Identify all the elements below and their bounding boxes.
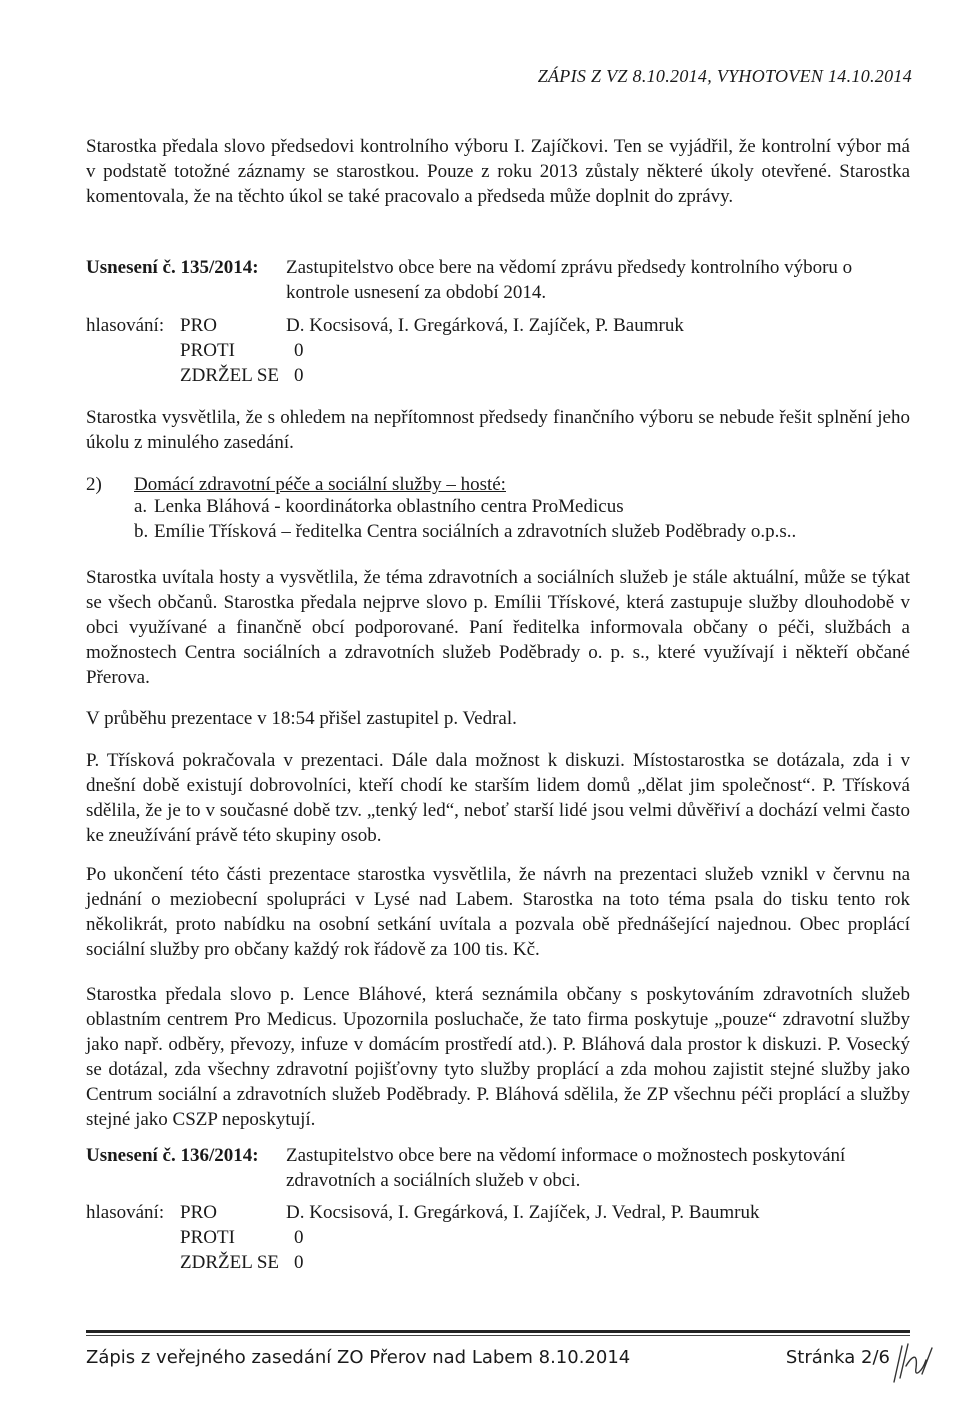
- vote-label: hlasování:: [86, 315, 165, 336]
- paragraph-service-proposal: Po ukončení této části prezentace starostka vysvětlila, že návrh na prezentaci služeb vznikl v červnu na jednání o meziobecní spolupráci v Lysé nad Labem. Starostka na toto téma psala do tisku tento rok několikrát, proto nabídku na osobní setkání uvítala a pozvala obě přednášející najednou. Obec proplácí sociální služby pro občany každý rok řádově za 100 tis. Kč.: [86, 864, 910, 960]
- footer-title: Zápis z veřejného zasedání ZO Přerov nad Labem 8.10.2014: [86, 1347, 631, 1368]
- section-number: 2): [86, 474, 102, 495]
- initials-signature: [888, 1338, 940, 1388]
- paragraph-control-committee: Starostka předala slovo předsedovi kontrolního výboru I. Zajíčkovi. Ten se vyjádřil, že kontrolní výbor má v podstatě totožné záznamy se starostkou. Pouze z roku 2013 zůstaly některé úkoly otevřené. Starostka komentovala, že na těchto úkol se také pracovalo a předseda může doplnit do zprávy.: [86, 136, 910, 207]
- footer-rule-thick: [86, 1330, 910, 1333]
- guest-item-marker: a.: [134, 496, 148, 517]
- resolution-label: Usnesení č. 136/2014:: [86, 1145, 259, 1166]
- vote-label: hlasování:: [86, 1202, 165, 1223]
- vote-pro-value: D. Kocsisová, I. Gregárková, I. Zajíček, J. Vedral, P. Baumruk: [286, 1202, 760, 1223]
- vote-zdrzel-value: 0: [294, 365, 304, 386]
- vote-pro-value: D. Kocsisová, I. Gregárková, I. Zajíček, P. Baumruk: [286, 315, 684, 336]
- section-title: Domácí zdravotní péče a sociální služby – hosté:: [134, 474, 506, 495]
- paragraph-volunteers: P. Třísková pokračovala v prezentaci. Dále dala možnost k diskuzi. Místostarostka se dotázala, zda i v dnešní době existují dobrovolníci, kteří chodí ke starším lidem domů „dělat jim společnost“. P. Třísková sdělila, že je to v současné době tzv. „tenký led“, neboť starší lidé jsou velmi důvěřiví a dochází velmi často ke zneužívání právě této skupiny osob.: [86, 750, 910, 846]
- page-number: Stránka 2/6: [785, 1347, 890, 1368]
- vote-zdrzel-label: ZDRŽEL SE: [180, 365, 280, 386]
- vote-zdrzel-label: ZDRŽEL SE: [180, 1252, 280, 1273]
- paragraph-promedicus: Starostka předala slovo p. Lence Bláhové, která seznámila občany s poskytováním zdravotních služeb oblastním centrem Pro Medicus. Upozornila posluchače, že tato firma poskytuje „pouze“ zdravotní služby jako např. odběry, převozy, infuze v domácím prostředí atd.). P. Bláhová dala prostor k diskuzi. P. Vosecký se dotázal, zda všechny zdravotní pojišťovny tyto služby proplácí a zda mohou zajistit stejné služby jako Centrum sociální a zdravotních služeb Poděbrady. P. Bláhová sdělila, že ZP všechnu péči proplácí a služby stejné jako CSZP neposkytují.: [86, 984, 910, 1130]
- resolution-text: Zastupitelstvo obce bere na vědomí informace o možnostech poskytování zdravotních a sociálních služeb v obci.: [286, 1145, 846, 1191]
- paragraph-welcome-guests: Starostka uvítala hosty a vysvětlila, že téma zdravotních a sociálních služeb je stále aktuální, může se týkat se všech občanů. Starostka předala nejprve slovo p. Emílii Třískové, která zastupuje služby dlouhodobě v obci využívané a finančně obcí podporované. Paní ředitelka informovala občany o péči, službách a možnostech Centra sociálních a zdravotních služeb Poděbrady o. p. s., které využívají i někteří občané Přerova.: [86, 567, 910, 688]
- paragraph-vedral-arrival: V průběhu prezentace v 18:54 přišel zastupitel p. Vedral.: [86, 708, 517, 729]
- vote-pro-label: PRO: [180, 1202, 217, 1223]
- guest-item-marker: b.: [134, 521, 149, 542]
- vote-pro-label: PRO: [180, 315, 217, 336]
- guest-item-b: [134, 519, 796, 544]
- guest-item-text: Lenka Bláhová - koordinátorka oblastního centra ProMedicus: [154, 496, 624, 517]
- resolution-label: Usnesení č. 135/2014:: [86, 257, 259, 278]
- paragraph-finance-committee: Starostka vysvětlila, že s ohledem na nepřítomnost předsedy finančního výboru se nebude řešit splnění jeho úkolu z minulého zasedání.: [86, 407, 910, 453]
- vote-zdrzel-value: 0: [294, 1252, 304, 1273]
- guest-item-text: Emílie Třísková – ředitelka Centra sociálních a zdravotních služeb Poděbrady o.p.s..: [154, 521, 797, 542]
- vote-proti-value: 0: [294, 1227, 304, 1248]
- guest-item-a: [134, 494, 624, 519]
- footer-rule-thin: [86, 1335, 910, 1336]
- vote-proti-value: 0: [294, 340, 304, 361]
- vote-proti-label: PROTI: [180, 1227, 235, 1248]
- page-header: ZÁPIS Z VZ 8.10.2014, VYHOTOVEN 14.10.2014: [537, 66, 912, 86]
- vote-proti-label: PROTI: [180, 340, 235, 361]
- resolution-text: Zastupitelstvo obce bere na vědomí zprávu předsedy kontrolního výboru o kontrole usnesení za období 2014.: [286, 257, 853, 303]
